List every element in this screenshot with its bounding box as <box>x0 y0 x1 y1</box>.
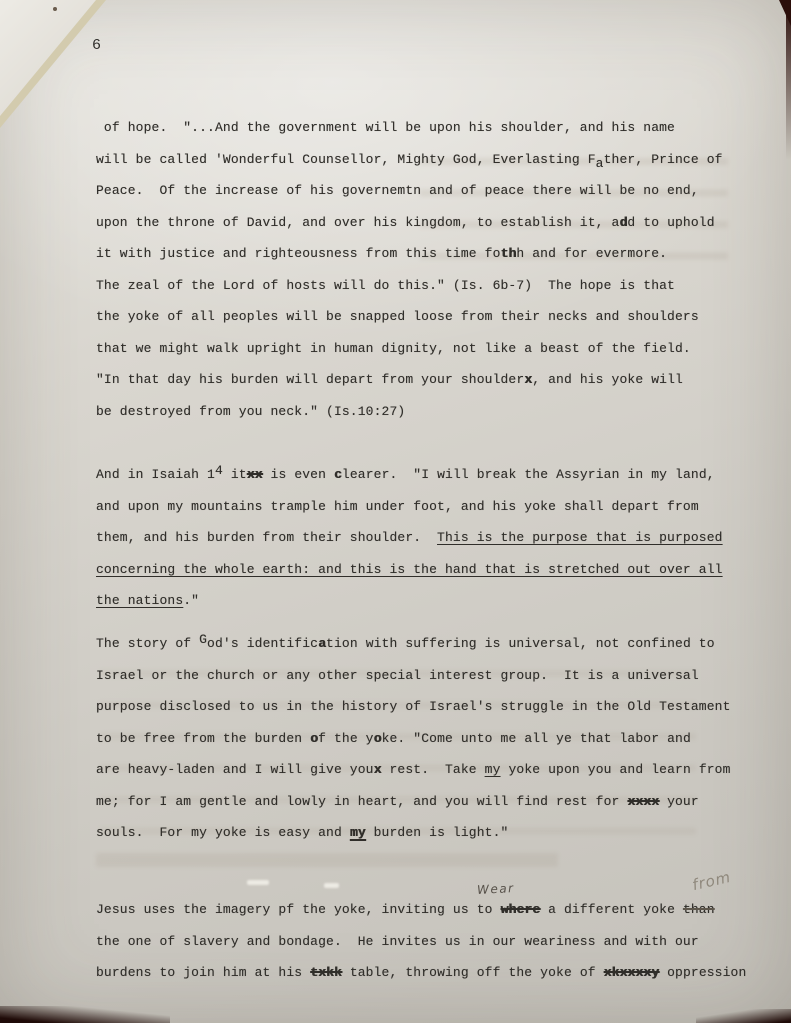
text-line: of hope. "...And the government will be upon his shoulder, and his name <box>96 120 675 135</box>
text-line: The story of God's identification with suffering is universal, not confined to <box>96 632 715 651</box>
text-line: The zeal of the Lord of hosts will do this." (Is. 6b-7) The hope is that <box>96 277 675 293</box>
text-line: purpose disclosed to us in the history of Israel's struggle in the Old Testament <box>96 699 731 714</box>
paper-speck <box>53 7 57 11</box>
handwritten-correction-wear: Wear <box>476 881 515 897</box>
text-line: be destroyed from you neck." (Is.10:27) <box>96 403 406 419</box>
text-line: "In that day his burden will depart from your shoulderx, and his yoke will <box>96 372 683 387</box>
text-line: that we might walk upright in human dignity, not like a beast of the field. <box>96 340 691 356</box>
paragraph <box>96 894 764 989</box>
photo-corner-bottom-left <box>0 1006 170 1023</box>
text-line: will be called 'Wonderful Counsellor, Mighty God, Everlasting Father, Prince of <box>96 151 723 171</box>
text-line: the nations." <box>96 593 200 608</box>
text-line: are heavy-laden and I will give youx rest. Take my yoke upon you and learn from <box>96 762 731 777</box>
text-line: concerning the whole earth: and this is the hand that is stretched out over all <box>96 561 723 577</box>
text-line: Jesus uses the imagery pf the yoke, inviting us to where a different yoke than <box>96 902 715 917</box>
bleed-through-smudge <box>96 853 558 867</box>
text-line: the yoke of all peoples will be snapped loose from their necks and shoulders <box>96 309 699 324</box>
paragraph <box>96 628 764 849</box>
text-line: Peace. Of the increase of his governemtn and of peace there will be no end, <box>96 183 699 198</box>
text-line: souls. For my yoke is easy and my burden is light." <box>96 825 509 840</box>
handwritten-correction-from: from <box>690 867 733 895</box>
text-line: burdens to join him at his txkk table, throwing off the yoke of xkxxxxy oppression <box>96 965 747 980</box>
text-line: them, and his burden from their shoulder. This is the purpose that is purposed <box>96 530 723 545</box>
correction-fluid-mark <box>324 883 339 888</box>
text-line: it with justice and righteousness from this time fothh and for evermore. <box>96 246 668 261</box>
page-number: 6 <box>92 37 102 54</box>
photo-corner-top-right <box>779 0 791 26</box>
photo-corner-bottom-right <box>696 1009 791 1023</box>
text-line: upon the throne of David, and over his kingdom, to establish it, add to uphold <box>96 214 715 230</box>
text-line: and upon my mountains trample him under foot, and his yoke shall depart from <box>96 498 699 514</box>
text-line: And in Isaiah 14 itxx is even clearer. "I will break the Assyrian in my land, <box>96 463 715 482</box>
paragraph <box>96 112 764 427</box>
text-line: the one of slavery and bondage. He invites us in our weariness and with our <box>96 933 699 949</box>
text-line: me; for I am gentle and lowly in heart, and you will find rest for xxxx your <box>96 793 699 809</box>
page-corner-fold <box>0 0 96 116</box>
text-line: Israel or the church or any other special interest group. It is a universal <box>96 667 699 683</box>
text-line: to be free from the burden of the yoke. "Come unto me all ye that labor and <box>96 730 691 746</box>
paragraph <box>96 459 764 617</box>
correction-fluid-mark <box>247 880 269 885</box>
